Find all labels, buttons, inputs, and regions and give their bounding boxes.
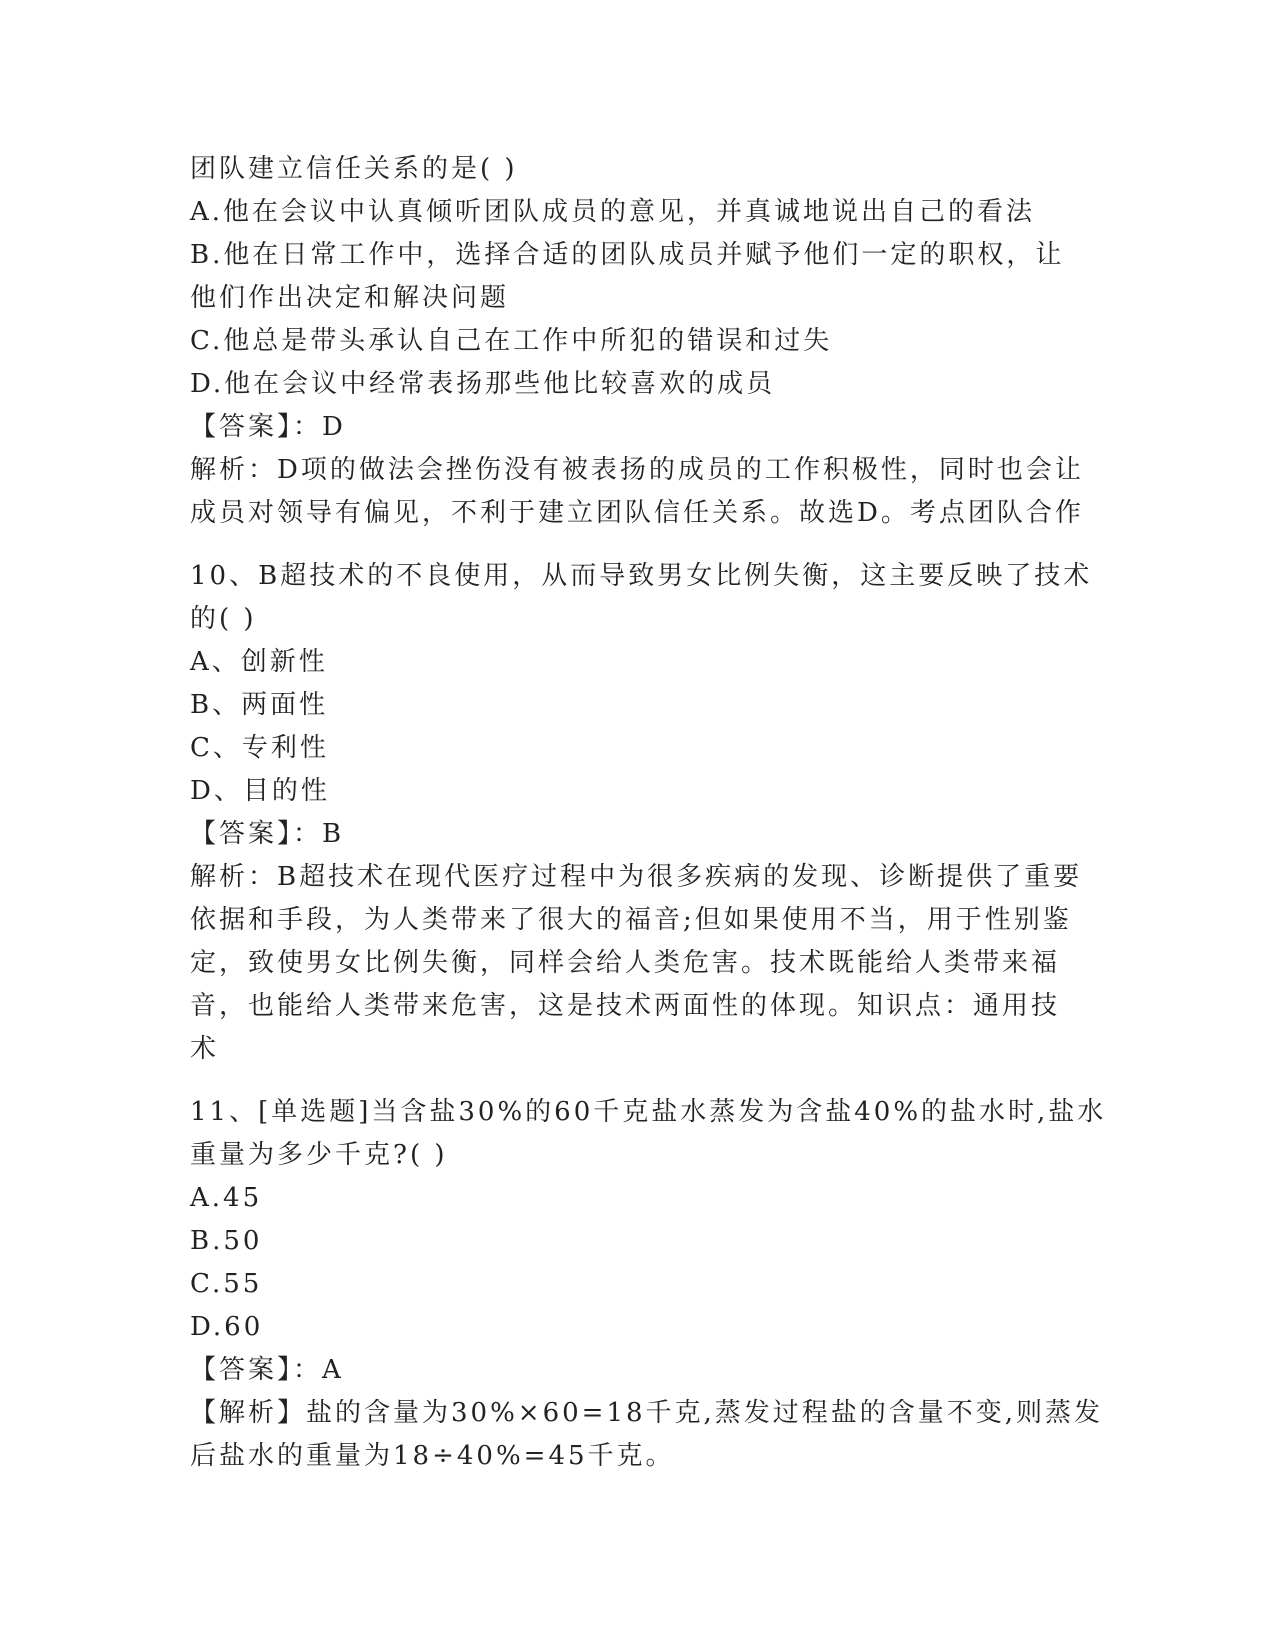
question-spacer bbox=[190, 1071, 1090, 1091]
analysis-continued: 成员对领导有偏见，不利于建立团队信任关系。故选D。考点团队合作 bbox=[190, 498, 1084, 528]
question-9 bbox=[190, 148, 1090, 535]
question-stem-continued: 重量为多少千克?( ) bbox=[190, 1140, 448, 1170]
question-11 bbox=[190, 1091, 1107, 1478]
option-c: C.他总是带头承认自己在工作中所犯的错误和过失 bbox=[190, 326, 833, 356]
analysis-continued: 音，也能给人类带来危害，这是技术两面性的体现。知识点：通用技 bbox=[190, 991, 1061, 1021]
document-content bbox=[190, 148, 1107, 1478]
question-stem: 11、[单选题]当含盐30%的60千克盐水蒸发为含盐40%的盐水时,盐水 bbox=[190, 1097, 1107, 1127]
option-b: B、两面性 bbox=[190, 690, 329, 720]
question-spacer bbox=[190, 535, 1090, 555]
option-d: D.60 bbox=[190, 1312, 264, 1342]
question-stem: 团队建立信任关系的是( ) bbox=[190, 154, 518, 184]
answer: 【答案】：D bbox=[190, 412, 346, 442]
question-stem: 10、B超技术的不良使用，从而导致男女比例失衡，这主要反映了技术 bbox=[190, 561, 1093, 591]
question-stem-continued: 的( ) bbox=[190, 604, 257, 634]
option-a: A、创新性 bbox=[190, 647, 328, 677]
analysis-continued: 依据和手段，为人类带来了很大的福音;但如果使用不当，用于性别鉴 bbox=[190, 905, 1072, 935]
question-10 bbox=[190, 555, 1093, 1071]
option-c: C、专利性 bbox=[190, 733, 329, 763]
answer: 【答案】：B bbox=[190, 819, 345, 849]
option-a: A.45 bbox=[190, 1183, 263, 1213]
answer: 【答案】：A bbox=[190, 1355, 344, 1385]
option-b: B.50 bbox=[190, 1226, 263, 1256]
option-c: C.55 bbox=[190, 1269, 263, 1299]
analysis-continued: 术 bbox=[190, 1034, 220, 1064]
option-d: D.他在会议中经常表扬那些他比较喜欢的成员 bbox=[190, 369, 776, 399]
option-b: B.他在日常工作中，选择合适的团队成员并赋予他们一定的职权，让 bbox=[190, 240, 1065, 270]
analysis: 【解析】盐的含量为30%×60=18千克,蒸发过程盐的含量不变,则蒸发 bbox=[190, 1398, 1104, 1428]
option-d: D、目的性 bbox=[190, 776, 330, 806]
analysis-continued: 定，致使男女比例失衡，同样会给人类危害。技术既能给人类带来福 bbox=[190, 948, 1061, 978]
option-b-continued: 他们作出决定和解决问题 bbox=[190, 283, 510, 313]
analysis: 解析：B超技术在现代医疗过程中为很多疾病的发现、诊断提供了重要 bbox=[190, 862, 1083, 892]
analysis: 解析：D项的做法会挫伤没有被表扬的成员的工作积极性，同时也会让 bbox=[190, 455, 1084, 485]
option-a: A.他在会议中认真倾听团队成员的意见，并真诚地说出自己的看法 bbox=[190, 197, 1036, 227]
analysis-continued: 后盐水的重量为18÷40%=45千克。 bbox=[190, 1441, 675, 1471]
